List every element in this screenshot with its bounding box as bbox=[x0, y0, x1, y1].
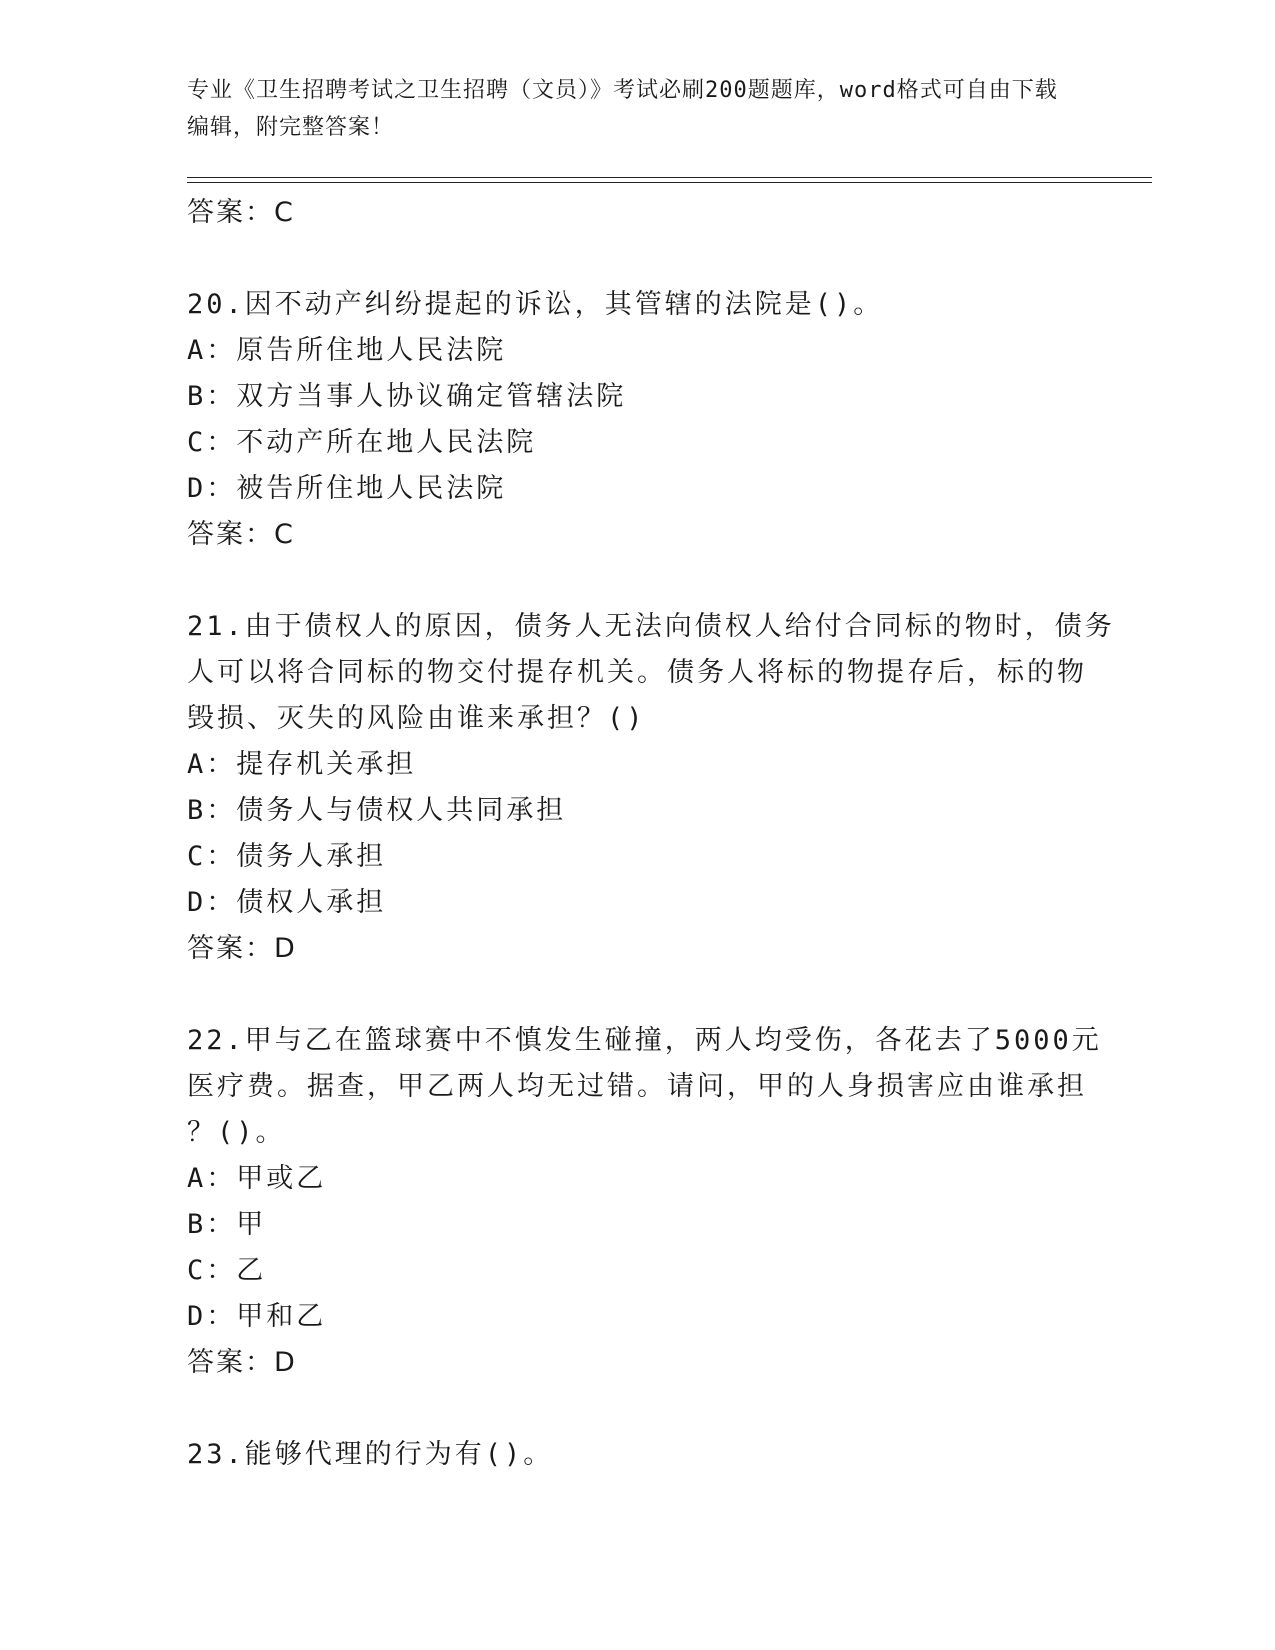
answer-line: 答案：D bbox=[187, 1347, 297, 1378]
answer-line: 答案：D bbox=[187, 933, 297, 964]
option-c: C：债务人承担 bbox=[187, 841, 387, 872]
page-header-text: 专业《卫生招聘考试之卫生招聘（文员）》考试必刷200题题库，word格式可自由下载编辑，附完整答案！ bbox=[187, 78, 1058, 140]
option-d: D：甲和乙 bbox=[187, 1301, 327, 1332]
answer-line: 答案：C bbox=[187, 519, 295, 550]
spacer bbox=[187, 236, 1087, 282]
option-a: A：原告所住地人民法院 bbox=[187, 335, 507, 366]
option-c: C：不动产所在地人民法院 bbox=[187, 427, 537, 458]
option-d: D：债权人承担 bbox=[187, 887, 387, 918]
question-stem: 23.能够代理的行为有()。 bbox=[187, 1439, 554, 1470]
question-23 bbox=[187, 1432, 1087, 1478]
question-20 bbox=[187, 282, 1087, 558]
question-stem: ？()。 bbox=[187, 1117, 286, 1148]
question-stem: 21.由于债权人的原因，债务人无法向债权人给付合同标的物时，债务 bbox=[187, 611, 1115, 642]
question-22 bbox=[187, 1018, 1102, 1386]
spacer bbox=[187, 558, 1087, 604]
question-stem: 20.因不动产纠纷提起的诉讼，其管辖的法院是()。 bbox=[187, 289, 884, 320]
header-rule-top bbox=[187, 177, 1152, 178]
spacer bbox=[187, 1386, 1087, 1432]
question-stem: 医疗费。据查，甲乙两人均无过错。请问，甲的人身损害应由谁承担 bbox=[187, 1071, 1087, 1102]
option-c: C：乙 bbox=[187, 1255, 267, 1286]
option-b: B：债务人与债权人共同承担 bbox=[187, 795, 567, 826]
question-21 bbox=[187, 604, 1115, 972]
option-a: A：甲或乙 bbox=[187, 1163, 327, 1194]
option-b: B：甲 bbox=[187, 1209, 267, 1240]
spacer bbox=[187, 972, 1087, 1018]
option-b: B：双方当事人协议确定管辖法院 bbox=[187, 381, 627, 412]
answer-line: 答案：C bbox=[187, 197, 295, 228]
document-body bbox=[187, 190, 1115, 1478]
header-rule-bottom bbox=[187, 182, 1152, 183]
option-d: D：被告所住地人民法院 bbox=[187, 473, 507, 504]
question-stem: 22.甲与乙在篮球赛中不慎发生碰撞，两人均受伤，各花去了5000元 bbox=[187, 1025, 1102, 1056]
question-stem: 人可以将合同标的物交付提存机关。债务人将标的物提存后，标的物 bbox=[187, 657, 1087, 688]
question-stem: 毁损、灭失的风险由谁来承担？() bbox=[187, 703, 646, 734]
option-a: A：提存机关承担 bbox=[187, 749, 417, 780]
